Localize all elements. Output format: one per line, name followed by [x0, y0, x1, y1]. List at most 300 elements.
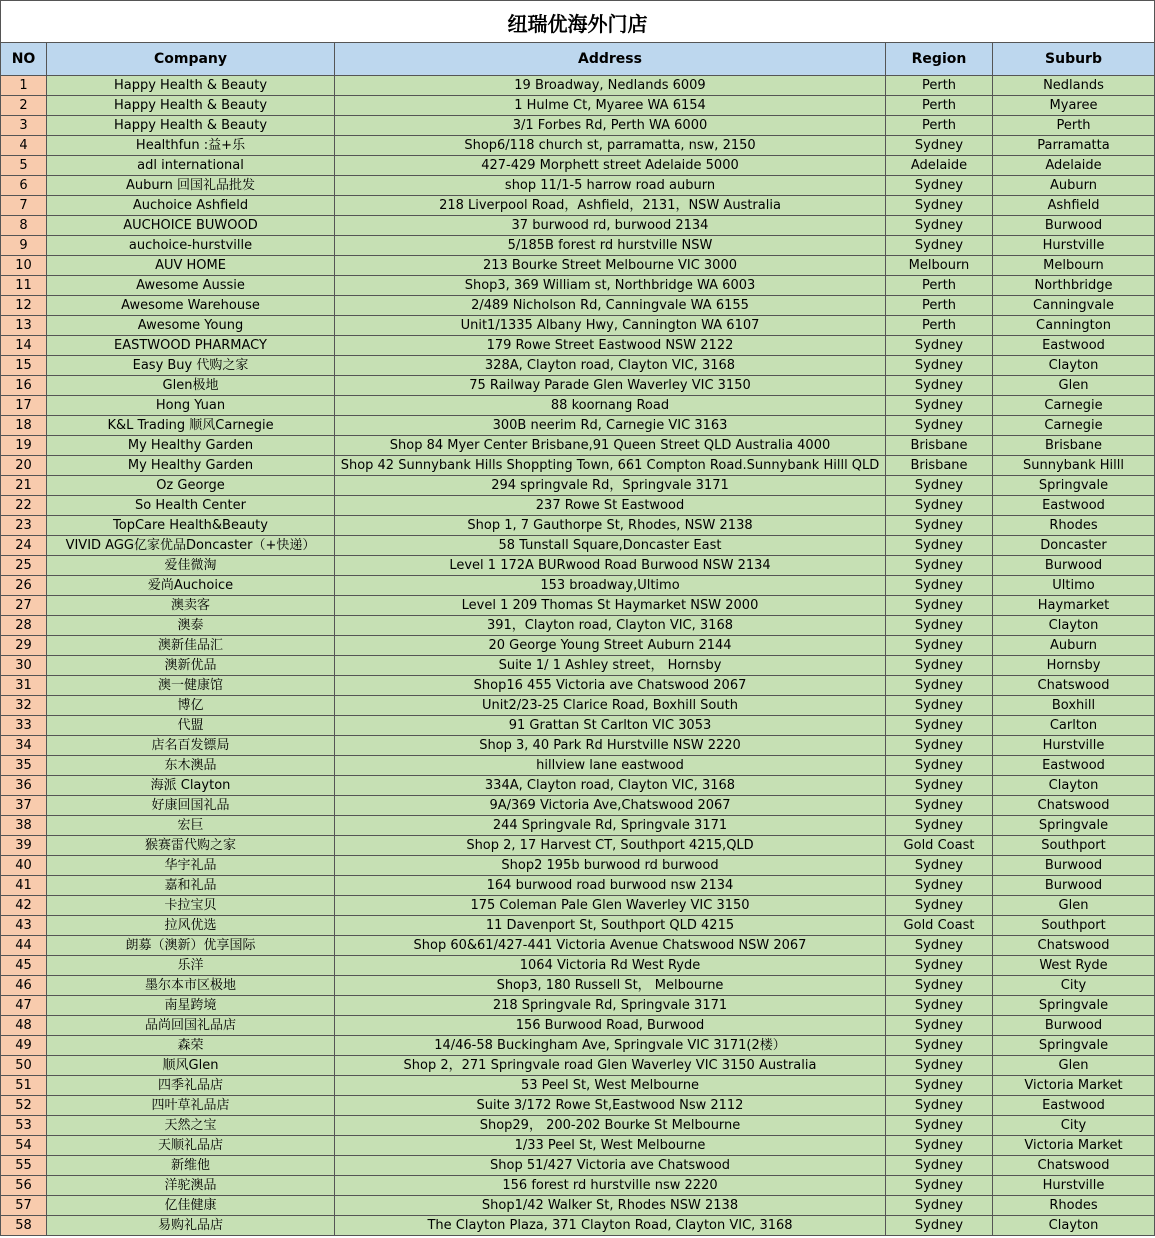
cell-company[interactable]: 易购礼品店 [47, 1216, 335, 1236]
cell-no[interactable]: 58 [1, 1216, 47, 1236]
cell-no[interactable]: 5 [1, 156, 47, 176]
cell-suburb[interactable]: Rhodes [993, 1196, 1155, 1216]
cell-no[interactable]: 50 [1, 1056, 47, 1076]
cell-region[interactable]: Sydney [886, 1136, 993, 1156]
cell-company[interactable]: Awesome Warehouse [47, 296, 335, 316]
cell-no[interactable]: 26 [1, 576, 47, 596]
cell-no[interactable]: 54 [1, 1136, 47, 1156]
cell-address[interactable]: Level 1 172A BURwood Road Burwood NSW 2134 [335, 556, 886, 576]
cell-company[interactable]: Auchoice Ashfield [47, 196, 335, 216]
cell-company[interactable]: Auburn 回国礼品批发 [47, 176, 335, 196]
cell-company[interactable]: 澳一健康馆 [47, 676, 335, 696]
cell-company[interactable]: Happy Health & Beauty [47, 96, 335, 116]
cell-no[interactable]: 29 [1, 636, 47, 656]
cell-region[interactable]: Sydney [886, 1156, 993, 1176]
cell-no[interactable]: 34 [1, 736, 47, 756]
cell-region[interactable]: Sydney [886, 976, 993, 996]
cell-company[interactable]: Awesome Young [47, 316, 335, 336]
cell-region[interactable]: Sydney [886, 1076, 993, 1096]
cell-suburb[interactable]: Perth [993, 116, 1155, 136]
cell-suburb[interactable]: Springvale [993, 476, 1155, 496]
cell-region[interactable]: Sydney [886, 356, 993, 376]
cell-suburb[interactable]: Burwood [993, 1016, 1155, 1036]
cell-no[interactable]: 23 [1, 516, 47, 536]
cell-region[interactable]: Sydney [886, 396, 993, 416]
cell-no[interactable]: 22 [1, 496, 47, 516]
cell-suburb[interactable]: Ultimo [993, 576, 1155, 596]
cell-address[interactable]: 179 Rowe Street Eastwood NSW 2122 [335, 336, 886, 356]
cell-address[interactable]: 91 Grattan St Carlton VIC 3053 [335, 716, 886, 736]
cell-company[interactable]: 四叶草礼品店 [47, 1096, 335, 1116]
table-row [1, 776, 1155, 796]
cell-suburb[interactable]: Ashfield [993, 196, 1155, 216]
cell-address[interactable]: Shop 1, 7 Gauthorpe St, Rhodes, NSW 2138 [335, 516, 886, 536]
cell-company[interactable]: 顺风Glen [47, 1056, 335, 1076]
table-row [1, 396, 1155, 416]
cell-no[interactable]: 42 [1, 896, 47, 916]
cell-address[interactable]: 237 Rowe St Eastwood [335, 496, 886, 516]
cell-suburb[interactable]: Springvale [993, 816, 1155, 836]
cell-address[interactable]: Level 1 209 Thomas St Haymarket NSW 2000 [335, 596, 886, 616]
cell-address[interactable]: 9A/369 Victoria Ave,Chatswood 2067 [335, 796, 886, 816]
cell-region[interactable]: Sydney [886, 496, 993, 516]
cell-suburb[interactable]: Doncaster [993, 536, 1155, 556]
cell-address[interactable]: Shop 2, 17 Harvest CT, Southport 4215,QLD [335, 836, 886, 856]
cell-no[interactable]: 11 [1, 276, 47, 296]
cell-address[interactable]: The Clayton Plaza, 371 Clayton Road, Clayton VIC, 3168 [335, 1216, 886, 1236]
cell-region[interactable]: Sydney [886, 956, 993, 976]
cell-region[interactable]: Sydney [886, 1056, 993, 1076]
cell-no[interactable]: 21 [1, 476, 47, 496]
header-region[interactable]: Region [886, 43, 993, 76]
cell-company[interactable]: EASTWOOD PHARMACY [47, 336, 335, 356]
cell-region[interactable]: Sydney [886, 176, 993, 196]
cell-region[interactable]: Sydney [886, 516, 993, 536]
cell-region[interactable]: Sydney [886, 856, 993, 876]
cell-region[interactable]: Perth [886, 296, 993, 316]
cell-region[interactable]: Brisbane [886, 436, 993, 456]
cell-no[interactable]: 28 [1, 616, 47, 636]
cell-suburb[interactable]: Southport [993, 836, 1155, 856]
cell-suburb[interactable]: Clayton [993, 356, 1155, 376]
cell-address[interactable]: 244 Springvale Rd, Springvale 3171 [335, 816, 886, 836]
cell-address[interactable]: 53 Peel St, West Melbourne [335, 1076, 886, 1096]
cell-suburb[interactable]: Auburn [993, 176, 1155, 196]
cell-region[interactable]: Sydney [886, 1036, 993, 1056]
cell-no[interactable]: 32 [1, 696, 47, 716]
cell-company[interactable]: So Health Center [47, 496, 335, 516]
cell-suburb[interactable]: Eastwood [993, 336, 1155, 356]
cell-company[interactable]: 森荣 [47, 1036, 335, 1056]
cell-company[interactable]: auchoice-hurstville [47, 236, 335, 256]
cell-no[interactable]: 47 [1, 996, 47, 1016]
cell-address[interactable]: 19 Broadway, Nedlands 6009 [335, 76, 886, 96]
cell-region[interactable]: Sydney [886, 536, 993, 556]
cell-company[interactable]: My Healthy Garden [47, 456, 335, 476]
cell-company[interactable]: 爱佳微淘 [47, 556, 335, 576]
cell-company[interactable]: My Healthy Garden [47, 436, 335, 456]
cell-region[interactable]: Sydney [886, 596, 993, 616]
cell-company[interactable]: 海派 Clayton [47, 776, 335, 796]
cell-address[interactable]: Suite 3/172 Rowe St,Eastwood Nsw 2112 [335, 1096, 886, 1116]
cell-suburb[interactable]: Hornsby [993, 656, 1155, 676]
cell-address[interactable]: 153 broadway,Ultimo [335, 576, 886, 596]
cell-no[interactable]: 25 [1, 556, 47, 576]
cell-no[interactable]: 10 [1, 256, 47, 276]
cell-company[interactable]: 天顺礼品店 [47, 1136, 335, 1156]
cell-suburb[interactable]: Melbourn [993, 256, 1155, 276]
cell-region[interactable]: Sydney [886, 376, 993, 396]
cell-region[interactable]: Perth [886, 76, 993, 96]
cell-company[interactable]: 澳泰 [47, 616, 335, 636]
cell-address[interactable]: Suite 1/ 1 Ashley street， Hornsby [335, 656, 886, 676]
cell-region[interactable]: Sydney [886, 696, 993, 716]
cell-region[interactable]: Perth [886, 116, 993, 136]
cell-region[interactable]: Melbourn [886, 256, 993, 276]
cell-region[interactable]: Sydney [886, 1016, 993, 1036]
cell-suburb[interactable]: Glen [993, 376, 1155, 396]
cell-region[interactable]: Brisbane [886, 456, 993, 476]
cell-no[interactable]: 31 [1, 676, 47, 696]
cell-company[interactable]: 澳新佳品汇 [47, 636, 335, 656]
cell-suburb[interactable]: Springvale [993, 996, 1155, 1016]
cell-suburb[interactable]: Cannington [993, 316, 1155, 336]
cell-address[interactable]: Shop2 195b burwood rd burwood [335, 856, 886, 876]
header-address[interactable]: Address [335, 43, 886, 76]
header-company[interactable]: Company [47, 43, 335, 76]
cell-company[interactable]: 澳卖客 [47, 596, 335, 616]
cell-suburb[interactable]: Northbridge [993, 276, 1155, 296]
cell-suburb[interactable]: Hurstville [993, 736, 1155, 756]
cell-address[interactable]: 164 burwood road burwood nsw 2134 [335, 876, 886, 896]
cell-region[interactable]: Sydney [886, 576, 993, 596]
cell-suburb[interactable]: Burwood [993, 556, 1155, 576]
cell-address[interactable]: 334A, Clayton road, Clayton VIC, 3168 [335, 776, 886, 796]
cell-suburb[interactable]: Burwood [993, 856, 1155, 876]
cell-suburb[interactable]: Springvale [993, 1036, 1155, 1056]
cell-no[interactable]: 48 [1, 1016, 47, 1036]
cell-region[interactable]: Sydney [886, 196, 993, 216]
cell-suburb[interactable]: Chatswood [993, 936, 1155, 956]
cell-address[interactable]: 14/46-58 Buckingham Ave, Springvale VIC 3171(2楼） [335, 1036, 886, 1056]
cell-address[interactable]: 218 Springvale Rd, Springvale 3171 [335, 996, 886, 1016]
cell-suburb[interactable]: City [993, 1116, 1155, 1136]
cell-address[interactable]: Shop 84 Myer Center Brisbane,91 Queen Street QLD Australia 4000 [335, 436, 886, 456]
cell-suburb[interactable]: Chatswood [993, 796, 1155, 816]
cell-no[interactable]: 16 [1, 376, 47, 396]
cell-company[interactable]: 四季礼品店 [47, 1076, 335, 1096]
cell-region[interactable]: Sydney [886, 876, 993, 896]
cell-suburb[interactable]: Brisbane [993, 436, 1155, 456]
cell-address[interactable]: 3/1 Forbes Rd, Perth WA 6000 [335, 116, 886, 136]
table-row [1, 96, 1155, 116]
cell-suburb[interactable]: Glen [993, 896, 1155, 916]
cell-address[interactable]: 294 springvale Rd，Springvale 3171 [335, 476, 886, 496]
cell-no[interactable]: 27 [1, 596, 47, 616]
cell-suburb[interactable]: Eastwood [993, 1096, 1155, 1116]
cell-no[interactable]: 37 [1, 796, 47, 816]
cell-no[interactable]: 3 [1, 116, 47, 136]
cell-company[interactable]: 博亿 [47, 696, 335, 716]
cell-region[interactable]: Sydney [886, 796, 993, 816]
cell-region[interactable]: Sydney [886, 736, 993, 756]
header-suburb[interactable]: Suburb [993, 43, 1155, 76]
cell-suburb[interactable]: Eastwood [993, 496, 1155, 516]
cell-no[interactable]: 2 [1, 96, 47, 116]
cell-suburb[interactable]: West Ryde [993, 956, 1155, 976]
cell-address[interactable]: 427-429 Morphett street Adelaide 5000 [335, 156, 886, 176]
cell-region[interactable]: Sydney [886, 136, 993, 156]
cell-address[interactable]: 58 Tunstall Square,Doncaster East [335, 536, 886, 556]
cell-company[interactable]: 南星跨境 [47, 996, 335, 1016]
cell-no[interactable]: 18 [1, 416, 47, 436]
cell-address[interactable]: 37 burwood rd, burwood 2134 [335, 216, 886, 236]
cell-suburb[interactable]: Myaree [993, 96, 1155, 116]
cell-company[interactable]: 朗募（澳新）优享国际 [47, 936, 335, 956]
cell-address[interactable]: 175 Coleman Pale Glen Waverley VIC 3150 [335, 896, 886, 916]
cell-company[interactable]: Happy Health & Beauty [47, 76, 335, 96]
cell-no[interactable]: 9 [1, 236, 47, 256]
cell-no[interactable]: 1 [1, 76, 47, 96]
cell-company[interactable]: TopCare Health&Beauty [47, 516, 335, 536]
cell-suburb[interactable]: Nedlands [993, 76, 1155, 96]
cell-no[interactable]: 35 [1, 756, 47, 776]
cell-company[interactable]: adl international [47, 156, 335, 176]
cell-suburb[interactable]: Haymarket [993, 596, 1155, 616]
cell-company[interactable]: 洋驼澳品 [47, 1176, 335, 1196]
cell-suburb[interactable]: Sunnybank Hilll [993, 456, 1155, 476]
cell-region[interactable]: Sydney [886, 776, 993, 796]
cell-company[interactable]: Healthfun :益+乐 [47, 136, 335, 156]
cell-company[interactable]: K&L Trading 顺风Carnegie [47, 416, 335, 436]
cell-suburb[interactable]: Burwood [993, 876, 1155, 896]
cell-address[interactable]: 328A, Clayton road, Clayton VIC, 3168 [335, 356, 886, 376]
cell-suburb[interactable]: Chatswood [993, 1156, 1155, 1176]
cell-region[interactable]: Adelaide [886, 156, 993, 176]
cell-no[interactable]: 6 [1, 176, 47, 196]
cell-no[interactable]: 36 [1, 776, 47, 796]
cell-address[interactable]: Shop1/42 Walker St, Rhodes NSW 2138 [335, 1196, 886, 1216]
cell-address[interactable]: Shop 42 Sunnybank Hills Shoppting Town, 661 Compton Road.Sunnybank Hilll QLD [335, 456, 886, 476]
cell-no[interactable]: 43 [1, 916, 47, 936]
cell-company[interactable]: 亿佳健康 [47, 1196, 335, 1216]
cell-no[interactable]: 33 [1, 716, 47, 736]
cell-no[interactable]: 45 [1, 956, 47, 976]
cell-address[interactable]: hillview lane eastwood [335, 756, 886, 776]
cell-no[interactable]: 19 [1, 436, 47, 456]
cell-company[interactable]: 天然之宝 [47, 1116, 335, 1136]
cell-region[interactable]: Sydney [886, 656, 993, 676]
cell-region[interactable]: Sydney [886, 676, 993, 696]
cell-suburb[interactable]: Rhodes [993, 516, 1155, 536]
cell-company[interactable]: AUCHOICE BUWOOD [47, 216, 335, 236]
cell-address[interactable]: 88 koornang Road [335, 396, 886, 416]
cell-company[interactable]: Awesome Aussie [47, 276, 335, 296]
cell-address[interactable]: 2/489 Nicholson Rd, Canningvale WA 6155 [335, 296, 886, 316]
cell-no[interactable]: 44 [1, 936, 47, 956]
cell-address[interactable]: 300B neerim Rd, Carnegie VIC 3163 [335, 416, 886, 436]
cell-company[interactable]: 猴赛雷代购之家 [47, 836, 335, 856]
cell-suburb[interactable]: Clayton [993, 1216, 1155, 1236]
cell-company[interactable]: 卡拉宝贝 [47, 896, 335, 916]
cell-company[interactable]: 宏巨 [47, 816, 335, 836]
cell-region[interactable]: Sydney [886, 1176, 993, 1196]
cell-no[interactable]: 7 [1, 196, 47, 216]
cell-no[interactable]: 38 [1, 816, 47, 836]
cell-company[interactable]: 墨尔本市区极地 [47, 976, 335, 996]
cell-region[interactable]: Perth [886, 316, 993, 336]
cell-address[interactable]: 156 forest rd hurstville nsw 2220 [335, 1176, 886, 1196]
cell-suburb[interactable]: Hurstville [993, 236, 1155, 256]
cell-no[interactable]: 41 [1, 876, 47, 896]
cell-address[interactable]: 1064 Victoria Rd West Ryde [335, 956, 886, 976]
cell-company[interactable]: 爱尚Auchoice [47, 576, 335, 596]
cell-company[interactable]: Oz George [47, 476, 335, 496]
cell-region[interactable]: Sydney [886, 556, 993, 576]
cell-company[interactable]: 澳新优品 [47, 656, 335, 676]
cell-suburb[interactable]: Hurstville [993, 1176, 1155, 1196]
cell-address[interactable]: Shop 3, 40 Park Rd Hurstville NSW 2220 [335, 736, 886, 756]
cell-region[interactable]: Sydney [886, 616, 993, 636]
cell-address[interactable]: 5/185B forest rd hurstville NSW [335, 236, 886, 256]
cell-address[interactable]: Shop3, 369 William st, Northbridge WA 6003 [335, 276, 886, 296]
cell-address[interactable]: Shop 51/427 Victoria ave Chatswood [335, 1156, 886, 1176]
cell-address[interactable]: 391，Clayton road, Clayton VIC, 3168 [335, 616, 886, 636]
cell-region[interactable]: Sydney [886, 936, 993, 956]
cell-company[interactable]: VIVID AGG亿家优品Doncaster（+快递） [47, 536, 335, 556]
cell-company[interactable]: Happy Health & Beauty [47, 116, 335, 136]
cell-company[interactable]: AUV HOME [47, 256, 335, 276]
cell-address[interactable]: 218 Liverpool Road，Ashfield，2131，NSW Australia [335, 196, 886, 216]
cell-company[interactable]: 华宇礼品 [47, 856, 335, 876]
cell-region[interactable]: Sydney [886, 996, 993, 1016]
cell-suburb[interactable]: Victoria Market [993, 1136, 1155, 1156]
cell-address[interactable]: 1/33 Peel St, West Melbourne [335, 1136, 886, 1156]
cell-no[interactable]: 14 [1, 336, 47, 356]
cell-region[interactable]: Sydney [886, 1116, 993, 1136]
cell-no[interactable]: 13 [1, 316, 47, 336]
cell-no[interactable]: 8 [1, 216, 47, 236]
cell-address[interactable]: Shop6/118 church st, parramatta, nsw, 2150 [335, 136, 886, 156]
cell-no[interactable]: 4 [1, 136, 47, 156]
cell-region[interactable]: Sydney [886, 236, 993, 256]
cell-no[interactable]: 40 [1, 856, 47, 876]
cell-address[interactable]: Unit2/23-25 Clarice Road, Boxhill South [335, 696, 886, 716]
cell-suburb[interactable]: Chatswood [993, 676, 1155, 696]
cell-address[interactable]: 20 George Young Street Auburn 2144 [335, 636, 886, 656]
cell-suburb[interactable]: Carlton [993, 716, 1155, 736]
cell-address[interactable]: Shop 60&61/427-441 Victoria Avenue Chatswood NSW 2067 [335, 936, 886, 956]
cell-no[interactable]: 49 [1, 1036, 47, 1056]
cell-region[interactable]: Sydney [886, 216, 993, 236]
cell-region[interactable]: Perth [886, 96, 993, 116]
cell-region[interactable]: Sydney [886, 1196, 993, 1216]
table-row [1, 1036, 1155, 1056]
cell-suburb[interactable]: Canningvale [993, 296, 1155, 316]
cell-region[interactable]: Sydney [886, 416, 993, 436]
cell-no[interactable]: 20 [1, 456, 47, 476]
cell-no[interactable]: 57 [1, 1196, 47, 1216]
cell-company[interactable]: 新维他 [47, 1156, 335, 1176]
cell-no[interactable]: 56 [1, 1176, 47, 1196]
cell-region[interactable]: Sydney [886, 1096, 993, 1116]
cell-suburb[interactable]: Clayton [993, 616, 1155, 636]
header-no[interactable]: NO [1, 43, 47, 76]
cell-suburb[interactable]: Adelaide [993, 156, 1155, 176]
cell-no[interactable]: 55 [1, 1156, 47, 1176]
cell-suburb[interactable]: Parramatta [993, 136, 1155, 156]
cell-address[interactable]: Unit1/1335 Albany Hwy, Cannington WA 6107 [335, 316, 886, 336]
cell-suburb[interactable]: Victoria Market [993, 1076, 1155, 1096]
cell-address[interactable]: 1 Hulme Ct, Myaree WA 6154 [335, 96, 886, 116]
cell-suburb[interactable]: Southport [993, 916, 1155, 936]
cell-address[interactable]: Shop 2，271 Springvale road Glen Waverley VIC 3150 Australia [335, 1056, 886, 1076]
cell-address[interactable]: 11 Davenport St, Southport QLD 4215 [335, 916, 886, 936]
cell-region[interactable]: Gold Coast [886, 916, 993, 936]
cell-suburb[interactable]: Carnegie [993, 396, 1155, 416]
cell-suburb[interactable]: City [993, 976, 1155, 996]
cell-suburb[interactable]: Eastwood [993, 756, 1155, 776]
cell-no[interactable]: 46 [1, 976, 47, 996]
cell-region[interactable]: Sydney [886, 476, 993, 496]
cell-company[interactable]: 品尚回国礼品店 [47, 1016, 335, 1036]
cell-address[interactable]: 156 Burwood Road, Burwood [335, 1016, 886, 1036]
cell-address[interactable]: Shop16 455 Victoria ave Chatswood 2067 [335, 676, 886, 696]
cell-region[interactable]: Sydney [886, 816, 993, 836]
cell-region[interactable]: Sydney [886, 716, 993, 736]
cell-company[interactable]: Hong Yuan [47, 396, 335, 416]
cell-company[interactable]: 拉风优选 [47, 916, 335, 936]
cell-suburb[interactable]: Carnegie [993, 416, 1155, 436]
cell-address[interactable]: 213 Bourke Street Melbourne VIC 3000 [335, 256, 886, 276]
cell-suburb[interactable]: Boxhill [993, 696, 1155, 716]
cell-address[interactable]: Shop3, 180 Russell St， Melbourne [335, 976, 886, 996]
cell-no[interactable]: 30 [1, 656, 47, 676]
table-row [1, 256, 1155, 276]
cell-company[interactable]: 东木澳品 [47, 756, 335, 776]
cell-region[interactable]: Sydney [886, 636, 993, 656]
cell-suburb[interactable]: Glen [993, 1056, 1155, 1076]
cell-no[interactable]: 12 [1, 296, 47, 316]
cell-suburb[interactable]: Burwood [993, 216, 1155, 236]
cell-no[interactable]: 17 [1, 396, 47, 416]
cell-no[interactable]: 24 [1, 536, 47, 556]
cell-region[interactable]: Perth [886, 276, 993, 296]
cell-company[interactable]: Glen极地 [47, 376, 335, 396]
cell-no[interactable]: 53 [1, 1116, 47, 1136]
cell-region[interactable]: Sydney [886, 756, 993, 776]
cell-no[interactable]: 51 [1, 1076, 47, 1096]
cell-address[interactable]: shop 11/1-5 harrow road auburn [335, 176, 886, 196]
cell-suburb[interactable]: Clayton [993, 776, 1155, 796]
cell-region[interactable]: Sydney [886, 1216, 993, 1236]
cell-address[interactable]: Shop29， 200-202 Bourke St Melbourne [335, 1116, 886, 1136]
cell-no[interactable]: 15 [1, 356, 47, 376]
cell-address[interactable]: 75 Railway Parade Glen Waverley VIC 3150 [335, 376, 886, 396]
cell-region[interactable]: Gold Coast [886, 836, 993, 856]
cell-no[interactable]: 39 [1, 836, 47, 856]
cell-company[interactable]: 嘉和礼品 [47, 876, 335, 896]
cell-company[interactable]: 代盟 [47, 716, 335, 736]
cell-company[interactable]: 乐洋 [47, 956, 335, 976]
cell-region[interactable]: Sydney [886, 896, 993, 916]
cell-company[interactable]: 店名百发镖局 [47, 736, 335, 756]
cell-company[interactable]: 好康回国礼品 [47, 796, 335, 816]
cell-company[interactable]: Easy Buy 代购之家 [47, 356, 335, 376]
cell-suburb[interactable]: Auburn [993, 636, 1155, 656]
cell-no[interactable]: 52 [1, 1096, 47, 1116]
cell-region[interactable]: Sydney [886, 336, 993, 356]
